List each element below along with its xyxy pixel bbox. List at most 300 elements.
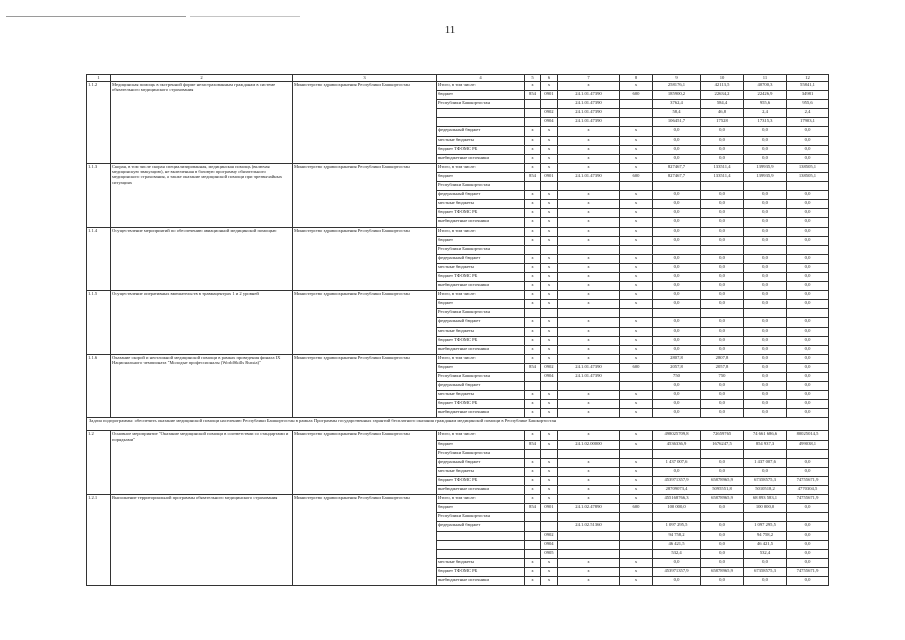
- target-article-code: x: [558, 236, 620, 245]
- target-article-code: x: [558, 486, 620, 495]
- column-number: 11: [744, 75, 787, 82]
- amount-year-1: 0,0: [701, 209, 744, 218]
- ministry-code: x: [525, 567, 541, 576]
- amount-year-2: 0,0: [744, 300, 787, 309]
- target-article-code: x: [558, 82, 620, 91]
- target-article-code: x: [558, 127, 620, 136]
- amount-year-2: 2,4: [744, 109, 787, 118]
- ministry-code: [525, 531, 541, 540]
- expense-type-code: x: [620, 458, 653, 467]
- expense-type-code: [620, 449, 653, 458]
- amount-year-1: 0,0: [701, 218, 744, 227]
- funding-source: [437, 109, 525, 118]
- budget-table: [86, 74, 829, 586]
- table-row: [87, 495, 829, 504]
- funding-source: внебюджетные источники: [437, 218, 525, 227]
- target-article-code: x: [558, 209, 620, 218]
- expense-type-code: 600: [620, 363, 653, 372]
- amount-year-2: 40700,3: [744, 82, 787, 91]
- section-code: 0902: [541, 531, 558, 540]
- amount-year-3: 0,0: [787, 540, 829, 549]
- amount-year-1: 0,0: [701, 504, 744, 513]
- ministry-code: x: [525, 263, 541, 272]
- target-article-code: x: [558, 345, 620, 354]
- expense-type-code: x: [620, 154, 653, 163]
- expense-type-code: 600: [620, 172, 653, 181]
- ministry-code: x: [525, 200, 541, 209]
- section-code: x: [541, 263, 558, 272]
- ministry-code: x: [525, 476, 541, 485]
- target-article-code: 24.1.01.47390: [558, 172, 620, 181]
- target-article-code: x: [558, 576, 620, 585]
- ministry-code: [525, 309, 541, 318]
- amount-year-2: 0,0: [744, 382, 787, 391]
- amount-year-3: 0,0: [787, 227, 829, 236]
- expense-type-code: x: [620, 227, 653, 236]
- amount-year-3: 74755671,9: [787, 567, 829, 576]
- ministry-code: x: [525, 191, 541, 200]
- funding-source: федеральный бюджет: [437, 522, 525, 531]
- amount-year-1: [701, 309, 744, 318]
- section-code: 0904: [541, 540, 558, 549]
- amount-year-2: 67358575,3: [744, 567, 787, 576]
- amount-total: 2807,8: [653, 354, 701, 363]
- amount-year-1: 0,0: [701, 522, 744, 531]
- table-row: [87, 431, 829, 440]
- amount-total: 532,4: [653, 549, 701, 558]
- section-code: x: [541, 300, 558, 309]
- column-number: 7: [558, 75, 620, 82]
- section-code: x: [541, 558, 558, 567]
- amount-year-2: 74 661 686,6: [744, 431, 787, 440]
- section-code: x: [541, 209, 558, 218]
- amount-year-3: 0,0: [787, 154, 829, 163]
- amount-total: 0,0: [653, 227, 701, 236]
- amount-year-1: 584,4: [701, 100, 744, 109]
- amount-year-3: 0,0: [787, 467, 829, 476]
- target-article-code: x: [558, 272, 620, 281]
- amount-year-3: 55841,1: [787, 82, 829, 91]
- section-code: x: [541, 336, 558, 345]
- amount-year-1: 46,8: [701, 109, 744, 118]
- expense-type-code: [620, 182, 653, 191]
- amount-total: 827467,7: [653, 163, 701, 172]
- amount-year-2: 0,0: [744, 327, 787, 336]
- amount-year-3: 0,0: [787, 400, 829, 409]
- target-article-code: [558, 540, 620, 549]
- funding-source: местные бюджеты: [437, 200, 525, 209]
- amount-year-3: 0,0: [787, 209, 829, 218]
- section-code: [541, 449, 558, 458]
- expense-type-code: [620, 309, 653, 318]
- expense-type-code: 600: [620, 504, 653, 513]
- funding-source: бюджет ТФОМС РБ: [437, 400, 525, 409]
- amount-year-3: 0,0: [787, 236, 829, 245]
- target-article-code: x: [558, 354, 620, 363]
- amount-total: 0,0: [653, 154, 701, 163]
- amount-year-2: [744, 309, 787, 318]
- amount-year-1: 0,0: [701, 263, 744, 272]
- amount-year-1: 0,0: [701, 458, 744, 467]
- amount-total: 0,0: [653, 345, 701, 354]
- amount-total: 0,0: [653, 218, 701, 227]
- task-row: [87, 418, 829, 431]
- expense-type-code: x: [620, 209, 653, 218]
- amount-year-3: 0,0: [787, 272, 829, 281]
- amount-year-1: 0,0: [701, 136, 744, 145]
- funding-source: внебюджетные источники: [437, 576, 525, 585]
- amount-total: 2057,8: [653, 363, 701, 372]
- ministry-code: x: [525, 282, 541, 291]
- ministry-code: x: [525, 254, 541, 263]
- amount-year-3: 4770304,5: [787, 486, 829, 495]
- amount-year-1: 2057,8: [701, 363, 744, 372]
- amount-total: 185900,2: [653, 91, 701, 100]
- expense-type-code: [620, 513, 653, 522]
- amount-total: 827467,7: [653, 172, 701, 181]
- amount-year-2: 0,0: [744, 218, 787, 227]
- column-number: 9: [653, 75, 701, 82]
- ministry-code: x: [525, 400, 541, 409]
- expense-type-code: x: [620, 218, 653, 227]
- expense-type-code: x: [620, 345, 653, 354]
- section-code: 0905: [541, 549, 558, 558]
- amount-year-1: 0,0: [701, 531, 744, 540]
- ministry-code: x: [525, 391, 541, 400]
- amount-year-1: 0,0: [701, 127, 744, 136]
- section-code: x: [541, 291, 558, 300]
- ministry-code: x: [525, 486, 541, 495]
- amount-year-1: 42113,5: [701, 82, 744, 91]
- funding-source: Итого, в том числе:: [437, 431, 525, 440]
- item-name: Медицинская помощь в экстренной форме незастрахованным гражданам в системе обязательного медицинского страхования: [111, 82, 293, 164]
- target-article-code: x: [558, 327, 620, 336]
- target-article-code: x: [558, 154, 620, 163]
- amount-total: 0,0: [653, 467, 701, 476]
- executor: Министерство здравоохранения Республики Башкортостан: [293, 291, 437, 355]
- amount-year-2: [744, 182, 787, 191]
- funding-source: местные бюджеты: [437, 391, 525, 400]
- expense-type-code: x: [620, 163, 653, 172]
- expense-type-code: [620, 522, 653, 531]
- section-code: 0902: [541, 109, 558, 118]
- amount-year-1: 0,0: [701, 345, 744, 354]
- amount-year-2: 94 758,2: [744, 531, 787, 540]
- amount-year-3: 0,0: [787, 218, 829, 227]
- amount-year-1: 0,0: [701, 409, 744, 418]
- section-code: x: [541, 82, 558, 91]
- funding-source: внебюджетные источники: [437, 154, 525, 163]
- amount-year-1: 0,0: [701, 549, 744, 558]
- amount-year-2: 0,0: [744, 391, 787, 400]
- item-name: Основное мероприятие "Оказание медицинской помощи в соответствии со стандартами и порядками": [111, 431, 293, 495]
- amount-year-1: [701, 245, 744, 254]
- ministry-code: x: [525, 300, 541, 309]
- item-number: 1.1.5: [87, 291, 111, 355]
- expense-type-code: x: [620, 576, 653, 585]
- amount-year-1: 0,0: [701, 336, 744, 345]
- section-code: x: [541, 254, 558, 263]
- item-number: 1.2.1: [87, 495, 111, 586]
- section-code: x: [541, 495, 558, 504]
- target-article-code: 24.1.01.47390: [558, 91, 620, 100]
- amount-year-3: 0,0: [787, 136, 829, 145]
- ministry-code: x: [525, 145, 541, 154]
- amount-year-3: 2,4: [787, 109, 829, 118]
- funding-source: федеральный бюджет: [437, 458, 525, 467]
- amount-year-1: 0,0: [701, 391, 744, 400]
- amount-year-1: 22634,2: [701, 91, 744, 100]
- amount-year-3: 0,0: [787, 354, 829, 363]
- ministry-code: x: [525, 209, 541, 218]
- ministry-code: [525, 540, 541, 549]
- section-code: x: [541, 431, 558, 440]
- header-rule: [6, 16, 186, 17]
- amount-year-3: [787, 309, 829, 318]
- amount-year-2: 0,0: [744, 236, 787, 245]
- expense-type-code: x: [620, 272, 653, 281]
- amount-total: 0,0: [653, 200, 701, 209]
- amount-year-1: 133511,4: [701, 172, 744, 181]
- funding-source: бюджет ТФОМС РБ: [437, 476, 525, 485]
- table-row: [87, 163, 829, 172]
- expense-type-code: x: [620, 145, 653, 154]
- amount-year-1: 0,0: [701, 254, 744, 263]
- item-number: 1.1.2: [87, 82, 111, 164]
- ministry-code: 854: [525, 91, 541, 100]
- amount-year-1: 1676247,5: [701, 440, 744, 449]
- ministry-code: x: [525, 136, 541, 145]
- funding-source: внебюджетные источники: [437, 409, 525, 418]
- table-row: [87, 227, 829, 236]
- section-code: x: [541, 145, 558, 154]
- amount-total: 0,0: [653, 336, 701, 345]
- amount-year-1: 0,0: [701, 291, 744, 300]
- funding-source: внебюджетные источники: [437, 345, 525, 354]
- expense-type-code: x: [620, 558, 653, 567]
- target-article-code: [558, 549, 620, 558]
- section-code: x: [541, 154, 558, 163]
- funding-source: бюджет: [437, 91, 525, 100]
- funding-source: Итого, в том числе:: [437, 354, 525, 363]
- ministry-code: [525, 182, 541, 191]
- amount-year-3: 0,0: [787, 254, 829, 263]
- expense-type-code: x: [620, 567, 653, 576]
- target-article-code: x: [558, 163, 620, 172]
- expense-type-code: x: [620, 400, 653, 409]
- ministry-code: x: [525, 576, 541, 585]
- amount-year-3: [787, 245, 829, 254]
- amount-total: 0,0: [653, 391, 701, 400]
- target-article-code: [558, 382, 620, 391]
- amount-year-2: 1 097 295,5: [744, 522, 787, 531]
- column-number: 6: [541, 75, 558, 82]
- amount-year-2: [744, 513, 787, 522]
- amount-year-1: 750: [701, 373, 744, 382]
- funding-source: бюджет: [437, 440, 525, 449]
- funding-source: бюджет ТФОМС РБ: [437, 336, 525, 345]
- amount-year-3: [787, 513, 829, 522]
- amount-year-3: 138505,1: [787, 163, 829, 172]
- amount-total: [653, 449, 701, 458]
- section-code: x: [541, 345, 558, 354]
- funding-source: Итого, в том числе:: [437, 163, 525, 172]
- amount-year-3: 80025014,5: [787, 431, 829, 440]
- amount-year-1: 0,0: [701, 236, 744, 245]
- amount-total: [653, 513, 701, 522]
- amount-year-1: 0,0: [701, 318, 744, 327]
- expense-type-code: x: [620, 291, 653, 300]
- funding-source: бюджет ТФОМС РБ: [437, 209, 525, 218]
- amount-total: 498025709,8: [653, 431, 701, 440]
- amount-year-2: 0,0: [744, 345, 787, 354]
- amount-year-2: 0,0: [744, 227, 787, 236]
- column-number: 3: [293, 75, 437, 82]
- executor: Министерство здравоохранения Республики Башкортостан: [293, 431, 437, 495]
- target-article-code: 24.1.02.51360: [558, 522, 620, 531]
- amount-year-1: 0,0: [701, 576, 744, 585]
- funding-source: бюджет: [437, 363, 525, 372]
- expense-type-code: x: [620, 409, 653, 418]
- amount-total: 46 421,5: [653, 540, 701, 549]
- amount-year-2: 0,0: [744, 558, 787, 567]
- funding-source: федеральный бюджет: [437, 127, 525, 136]
- amount-year-3: 0,0: [787, 576, 829, 585]
- amount-year-2: 854 937,3: [744, 440, 787, 449]
- expense-type-code: x: [620, 191, 653, 200]
- amount-year-2: 0,0: [744, 272, 787, 281]
- amount-year-3: 0,0: [787, 127, 829, 136]
- section-code: 0904: [541, 118, 558, 127]
- ministry-code: [525, 100, 541, 109]
- amount-total: 0,0: [653, 576, 701, 585]
- expense-type-code: x: [620, 127, 653, 136]
- expense-type-code: [620, 540, 653, 549]
- target-article-code: x: [558, 200, 620, 209]
- amount-year-3: 0,0: [787, 522, 829, 531]
- column-number: 5: [525, 75, 541, 82]
- amount-year-2: [744, 245, 787, 254]
- item-name: Скорая, в том числе скорая специализированная, медицинская помощь (включая медицинскую эвакуацию), не включенная в базовую программу обязательного медицинского страхования, а также оказание медицинской помощи при чрезвычайных ситуациях: [111, 163, 293, 227]
- amount-year-3: 0,0: [787, 263, 829, 272]
- amount-year-3: 0,0: [787, 336, 829, 345]
- target-article-code: x: [558, 145, 620, 154]
- column-number: 12: [787, 75, 829, 82]
- amount-year-2: 17315,3: [744, 118, 787, 127]
- amount-total: 0,0: [653, 409, 701, 418]
- table-row: [87, 82, 829, 91]
- amount-year-2: 0,0: [744, 363, 787, 372]
- section-code: [541, 522, 558, 531]
- amount-year-1: 2807,8: [701, 354, 744, 363]
- target-article-code: x: [558, 336, 620, 345]
- amount-year-1: 0,0: [701, 467, 744, 476]
- amount-year-3: 138505,1: [787, 172, 829, 181]
- amount-total: 0,0: [653, 209, 701, 218]
- section-code: x: [541, 409, 558, 418]
- ministry-code: x: [525, 409, 541, 418]
- section-code: x: [541, 440, 558, 449]
- column-number: 4: [437, 75, 525, 82]
- amount-year-1: 65878965,9: [701, 495, 744, 504]
- amount-total: 0,0: [653, 236, 701, 245]
- target-article-code: x: [558, 263, 620, 272]
- amount-total: 750: [653, 373, 701, 382]
- amount-year-3: 0,0: [787, 145, 829, 154]
- amount-total: 453971357,9: [653, 476, 701, 485]
- funding-source: Итого, в том числе:: [437, 82, 525, 91]
- target-article-code: x: [558, 254, 620, 263]
- expense-type-code: x: [620, 318, 653, 327]
- expense-type-code: [620, 531, 653, 540]
- ministry-code: x: [525, 291, 541, 300]
- funding-source: [437, 549, 525, 558]
- amount-total: 0,0: [653, 558, 701, 567]
- ministry-code: 854: [525, 440, 541, 449]
- section-code: x: [541, 227, 558, 236]
- amount-year-1: 0,0: [701, 300, 744, 309]
- target-article-code: x: [558, 282, 620, 291]
- ministry-code: [525, 118, 541, 127]
- expense-type-code: [620, 382, 653, 391]
- section-code: x: [541, 318, 558, 327]
- amount-total: 0,0: [653, 254, 701, 263]
- section-code: x: [541, 236, 558, 245]
- amount-year-3: 0,0: [787, 391, 829, 400]
- amount-total: 58,4: [653, 109, 701, 118]
- amount-total: 0,0: [653, 327, 701, 336]
- target-article-code: 24.1.01.47390: [558, 373, 620, 382]
- amount-total: 1 097 295,5: [653, 522, 701, 531]
- funding-source: Республики Башкортостан: [437, 449, 525, 458]
- amount-year-1: 0,0: [701, 540, 744, 549]
- target-article-code: [558, 531, 620, 540]
- amount-year-3: [787, 182, 829, 191]
- funding-source: Итого, в том числе:: [437, 227, 525, 236]
- ministry-code: x: [525, 318, 541, 327]
- item-name: Оказание скорой и неотложной медицинской помощи в рамках проведения финала IX Национального чемпионата "Молодые профессионалы (WorldSkills Russia)": [111, 354, 293, 418]
- section-code: 0901: [541, 504, 558, 513]
- expense-type-code: x: [620, 282, 653, 291]
- funding-source: местные бюджеты: [437, 263, 525, 272]
- section-code: x: [541, 218, 558, 227]
- section-code: x: [541, 282, 558, 291]
- amount-year-3: 0,0: [787, 300, 829, 309]
- section-code: x: [541, 476, 558, 485]
- funding-source: Итого, в том числе:: [437, 291, 525, 300]
- amount-year-3: 0,0: [787, 382, 829, 391]
- target-article-code: x: [558, 467, 620, 476]
- amount-year-2: 0,0: [744, 127, 787, 136]
- funding-source: бюджет ТФОМС РБ: [437, 272, 525, 281]
- funding-source: Республики Башкортостан: [437, 309, 525, 318]
- funding-source: бюджет ТФОМС РБ: [437, 567, 525, 576]
- section-code: x: [541, 354, 558, 363]
- amount-total: 0,0: [653, 127, 701, 136]
- amount-year-3: 0,0: [787, 318, 829, 327]
- funding-source: федеральный бюджет: [437, 318, 525, 327]
- column-number: 2: [111, 75, 293, 82]
- funding-source: [437, 118, 525, 127]
- expense-type-code: x: [620, 254, 653, 263]
- amount-year-2: 0,0: [744, 291, 787, 300]
- target-article-code: x: [558, 409, 620, 418]
- ministry-code: x: [525, 327, 541, 336]
- amount-total: 0,0: [653, 300, 701, 309]
- expense-type-code: x: [620, 82, 653, 91]
- funding-source: бюджет ТФОМС РБ: [437, 145, 525, 154]
- amount-total: 100 000,0: [653, 504, 701, 513]
